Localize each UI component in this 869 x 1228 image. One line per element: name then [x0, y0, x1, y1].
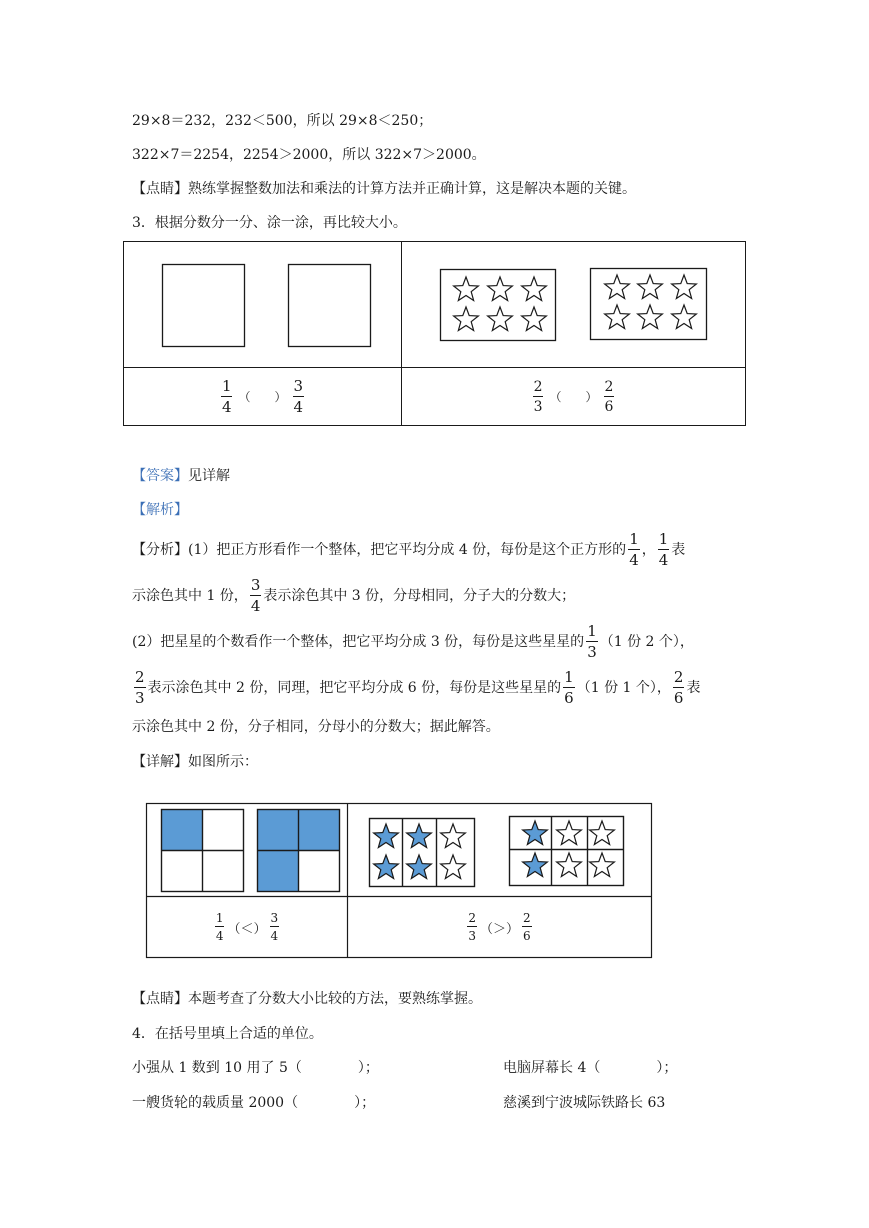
star-icon — [590, 821, 615, 845]
shaded-star-icon — [374, 855, 399, 879]
shaded-star-icon — [523, 853, 548, 877]
question-3-title: 3．根据分数分一分、涂一涂，再比较大小。 — [132, 215, 407, 231]
fraction: $\frac{1}{4}$ — [221, 376, 232, 416]
shaded-star-icon — [523, 821, 548, 845]
question-4-item-3: 一艘货轮的载质量 2000（ ）； — [132, 1095, 376, 1111]
tip-text: 本题考查了分数大小比较的方法，要熟练掌握。 — [188, 991, 482, 1007]
shaded-star-icon — [407, 824, 432, 848]
question-4-title: 4．在括号里填上合适的单位。 — [132, 1026, 323, 1042]
answer-tag: 【答案】 — [132, 468, 188, 484]
star-icon — [441, 855, 466, 879]
tip-paragraph-2 — [132, 989, 482, 1009]
fraction: $\frac{1}{4}$ — [629, 530, 639, 569]
text-span: （1 份 2 个）， — [599, 634, 694, 650]
answer-paren[interactable]: （ ） — [238, 390, 287, 404]
question-4-item-4: 慈溪到宁波城际铁路长 63 — [503, 1095, 666, 1111]
tip-text: 熟练掌握整数加法和乘法的计算方法并正确计算，这是解决本题的关键。 — [188, 181, 636, 197]
analysis-tag: 【解析】 — [132, 502, 188, 518]
text-span: 表示涂色其中 3 份，分母相同，分子大的分数大； — [263, 588, 576, 604]
question-4-item-2: 电脑屏幕长 4（ ）； — [503, 1060, 678, 1076]
fraction: $\frac{3}{4}$ — [270, 911, 279, 943]
calc-line-1: 29×8＝232，232＜500，所以 29×8＜250； — [132, 113, 433, 129]
star-icon — [441, 824, 466, 848]
relation-sign: （＞） — [479, 921, 519, 937]
fraction: $\frac{3}{4}$ — [250, 576, 261, 615]
detail-text: 如图所示： — [188, 754, 258, 770]
shaded-square-one-quarter — [161, 809, 244, 892]
star-icon — [590, 853, 615, 877]
question-4-item-1: 小强从 1 数到 10 用了 5（ ）； — [132, 1060, 379, 1076]
text-span: 表 — [686, 680, 701, 696]
relation-sign: （＜） — [227, 921, 267, 937]
fraction: $\frac{1}{3}$ — [587, 622, 597, 661]
shaded-square-three-quarters — [257, 809, 340, 892]
tip-tag: 【点睛】 — [132, 181, 188, 197]
answer-text: 见详解 — [188, 468, 230, 484]
text-span: 表 — [671, 542, 686, 558]
text-span: (2）把星星的个数看作一个整体，把它平均分成 3 份，每份是这些星星的 — [132, 634, 585, 650]
fraction: $\frac{1}{6}$ — [564, 668, 574, 707]
solution-right-compare — [348, 897, 651, 957]
tip-tag: 【点睛】 — [132, 991, 188, 1007]
star-icon — [557, 821, 582, 845]
fraction: $\frac{2}{6}$ — [604, 378, 614, 415]
fraction: $\frac{2}{3}$ — [135, 668, 145, 707]
detail-tag: 【详解】 — [132, 754, 188, 770]
shaded-star-icon — [407, 855, 432, 879]
analysis-paragraph-5: 示涂色其中 2 份，分子相同，分母小的分数大；据此解答。 — [132, 719, 500, 735]
fraction: $\frac{2}{3}$ — [533, 378, 543, 415]
text-span: 示涂色其中 1 份， — [132, 588, 248, 604]
fraction: $\frac{2}{3}$ — [468, 911, 476, 943]
analysis-subtag: 【分析】 — [132, 542, 188, 558]
fraction: $\frac{1}{4}$ — [658, 530, 669, 569]
solution-left-compare — [147, 897, 347, 957]
fraction: $\frac{3}{4}$ — [293, 376, 304, 416]
calc-line-2: 322×7＝2254，2254＞2000，所以 322×7＞2000。 — [132, 147, 486, 163]
text-span: （1 份 1 个）， — [576, 680, 671, 696]
star-icon — [557, 853, 582, 877]
answer-paren[interactable]: （ ） — [549, 390, 598, 404]
text-span: (1）把正方形看作一个整体，把它平均分成 4 份，每份是这个正方形的 — [188, 542, 627, 558]
shaded-star-icon — [374, 824, 399, 848]
fraction: $\frac{2}{6}$ — [523, 911, 531, 943]
fraction: $\frac{2}{6}$ — [673, 668, 684, 707]
text-span: ， — [641, 542, 656, 558]
fraction: $\frac{1}{4}$ — [215, 911, 224, 943]
text-span: 表示涂色其中 2 份，同理，把它平均分成 6 份，每份是这些星星的 — [147, 680, 562, 696]
